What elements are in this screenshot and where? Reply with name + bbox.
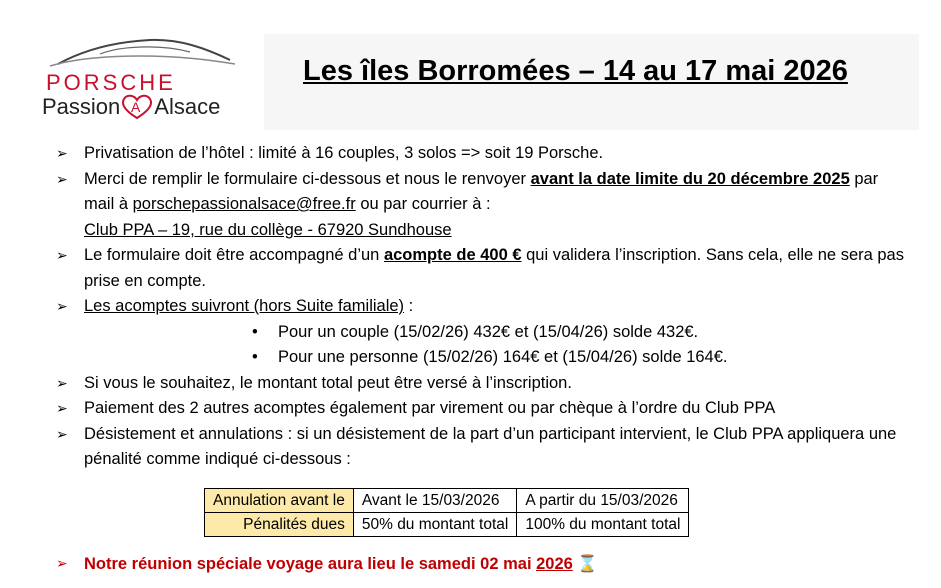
sub-list-item bbox=[52, 345, 912, 371]
list-item bbox=[52, 141, 912, 167]
item-text: Paiement des 2 autres acomptes également par virement ou par chèque à l’ordre du Club PPA bbox=[84, 399, 776, 417]
postal-address: Club PPA – 19, rue du collège - 67920 Sundhouse bbox=[84, 220, 452, 239]
arrow-bullet-icon: ➢ bbox=[56, 555, 68, 571]
list-item bbox=[52, 243, 912, 294]
penalty-table bbox=[204, 488, 689, 537]
table-cell: Avant le 15/03/2026 bbox=[353, 489, 517, 513]
item-text: Le formulaire doit être accompagné d’un bbox=[84, 246, 384, 264]
item-text: Merci de remplir le formulaire ci-dessous et nous le renvoyer bbox=[84, 169, 531, 188]
logo-left-word: Passion bbox=[42, 94, 121, 119]
meeting-text: Notre réunion spéciale voyage aura lieu le samedi 02 mai bbox=[84, 555, 537, 573]
table-cell-label: Pénalités dues bbox=[205, 513, 354, 537]
table-cell-label: Annulation avant le bbox=[205, 489, 354, 513]
table-cell: 50% du montant total bbox=[353, 513, 517, 537]
table-cell: 100% du montant total bbox=[517, 513, 689, 537]
info-list bbox=[52, 141, 912, 473]
list-item bbox=[52, 422, 912, 473]
sub-list-item bbox=[52, 320, 912, 346]
email-link[interactable]: porschepassionalsace@free.fr bbox=[132, 195, 356, 213]
list-item bbox=[52, 396, 912, 422]
item-text: Désistement et annulations : si un désistement de la part d’un participant intervient, le Club PPA appliquera une pénalité comme indiqué ci-dessous : bbox=[84, 424, 897, 468]
arrow-bullet-icon: ➢ bbox=[56, 170, 68, 187]
item-text: Si vous le souhaitez, le montant total peut être versé à l’inscription. bbox=[84, 373, 572, 392]
arrow-bullet-icon: ➢ bbox=[56, 145, 68, 161]
arrow-bullet-icon: ➢ bbox=[56, 400, 68, 416]
arrow-bullet-icon: ➢ bbox=[56, 247, 68, 263]
car-silhouette-icon bbox=[40, 34, 240, 74]
list-item bbox=[52, 167, 912, 244]
page-title: Les îles Borromées – 14 au 17 mai 2026 bbox=[303, 55, 848, 87]
item-text: par mail à bbox=[84, 169, 879, 213]
arrow-bullet-icon: ➢ bbox=[56, 298, 68, 314]
list-item bbox=[52, 371, 912, 397]
logo-brand: PORSCHE bbox=[46, 70, 176, 95]
meeting-year: 2026 bbox=[536, 555, 573, 573]
logo-right-word: Alsace bbox=[154, 94, 221, 119]
table-cell: A partir du 15/03/2026 bbox=[517, 489, 689, 513]
logo-mid-letter: A bbox=[131, 99, 141, 115]
item-text: qui validera l’inscription. Sans cela, elle ne sera pas prise en compte. bbox=[84, 246, 904, 290]
item-text: : bbox=[404, 297, 414, 315]
item-text: Les acomptes suivront (hors Suite familiale) bbox=[84, 297, 405, 315]
sub-item-text: Pour une personne (15/02/26) 164€ et (15/04/26) solde 164€. bbox=[278, 348, 728, 366]
table-row bbox=[205, 489, 689, 513]
bullet-dot-icon: • bbox=[252, 348, 258, 366]
deposit-amount: acompte de 400 € bbox=[383, 246, 522, 264]
logo-subtitle bbox=[42, 94, 220, 120]
hourglass-icon: ⌛ bbox=[577, 555, 598, 573]
item-text: Privatisation de l’hôtel : limité à 16 couples, 3 solos => soit 19 Porsche. bbox=[84, 144, 604, 162]
table-row bbox=[205, 513, 689, 537]
deadline-text: avant la date limite du 20 décembre 2025 bbox=[530, 169, 850, 188]
list-item bbox=[52, 294, 912, 320]
sub-item-text: Pour un couple (15/02/26) 432€ et (15/04/26) solde 432€. bbox=[278, 322, 699, 341]
meeting-notice bbox=[52, 555, 598, 574]
arrow-bullet-icon: ➢ bbox=[56, 425, 68, 442]
arrow-bullet-icon: ➢ bbox=[56, 374, 68, 391]
item-text: ou par courrier à : bbox=[355, 195, 491, 213]
logo-heart-icon bbox=[120, 94, 154, 120]
bullet-dot-icon: • bbox=[252, 322, 258, 341]
club-logo bbox=[40, 34, 240, 124]
